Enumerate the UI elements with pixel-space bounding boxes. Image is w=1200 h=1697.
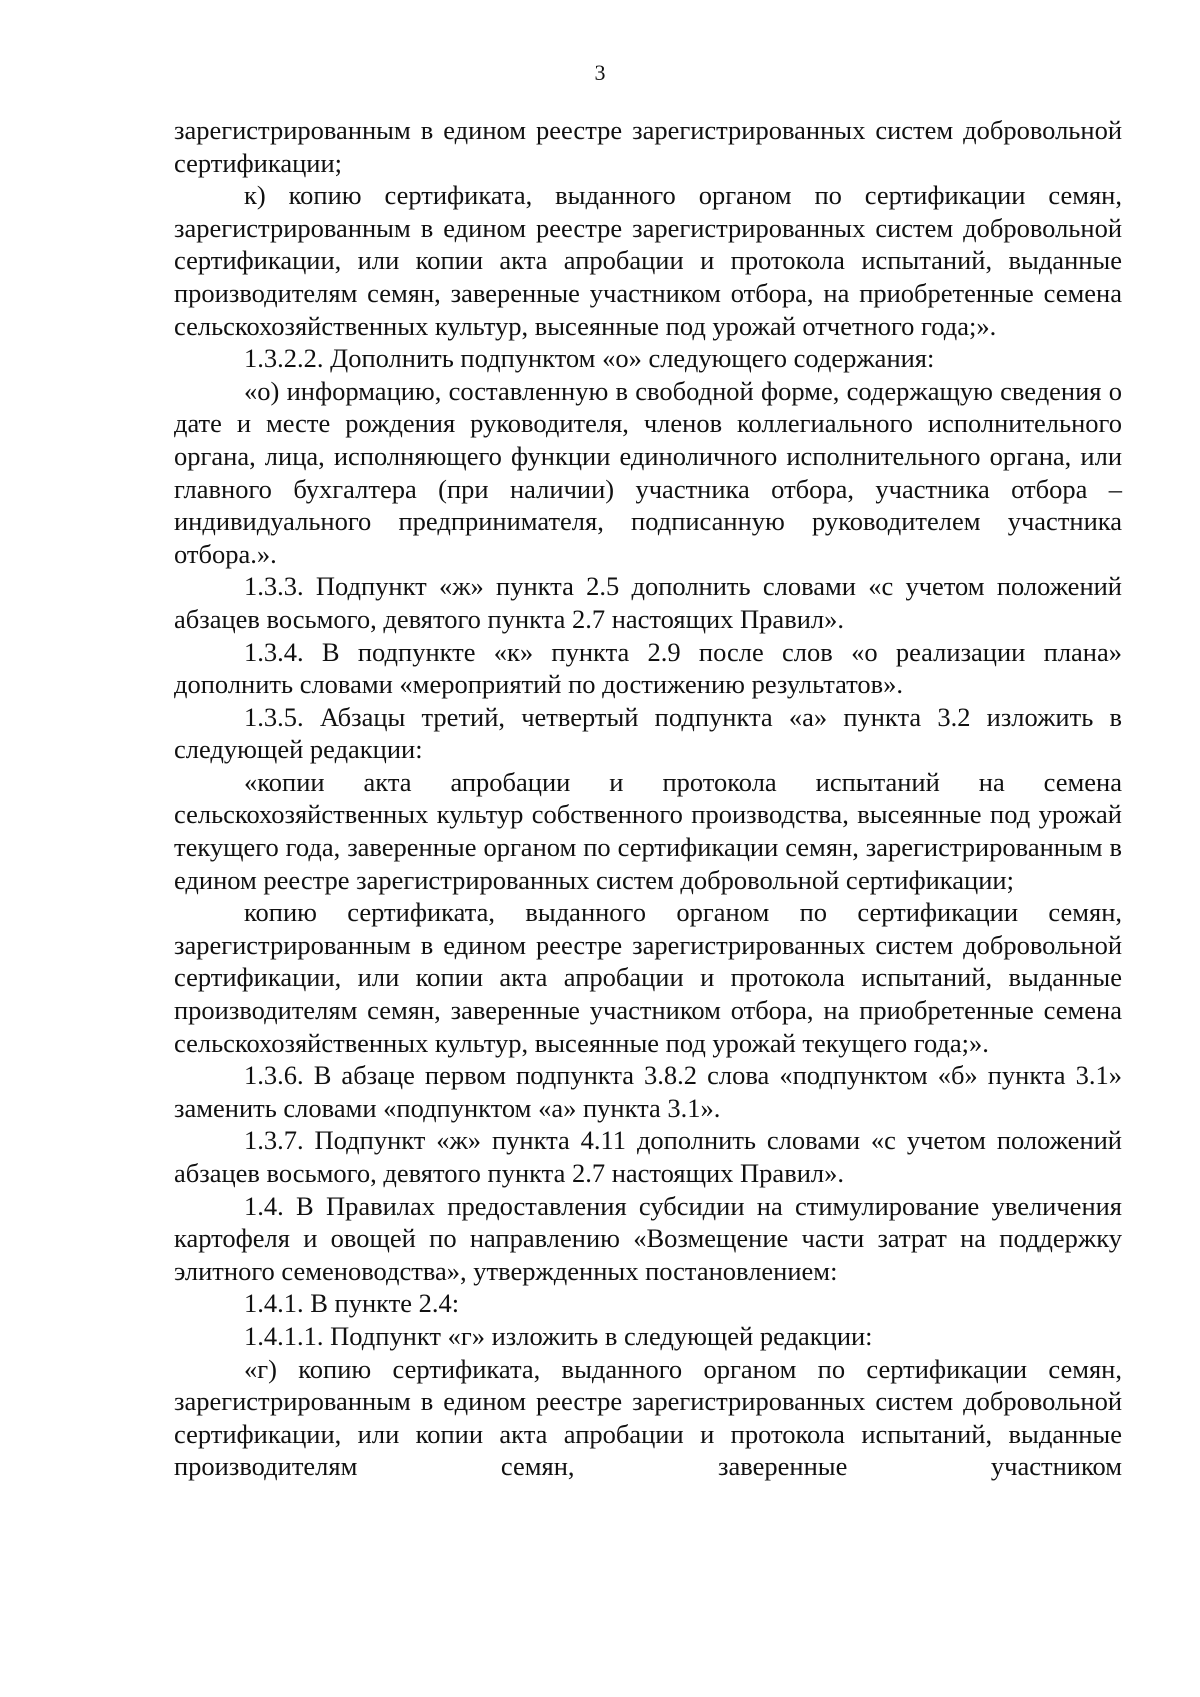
paragraph-1-3-2-2: 1.3.2.2. Дополнить подпунктом «о» следующего содержания:: [244, 343, 935, 374]
paragraph-1-4-1-1: 1.4.1.1. Подпункт «г» изложить в следующей редакции:: [244, 1320, 873, 1351]
paragraph-quote-certificate: копию сертификата, выданного органом по сертификации семян, зарегистрированным в едином реестре зарегистрированных систем добровольной сертификации, или копии акта апробации и протокола испытаний, выданные производителям семян, заверенные участником отбора, на приобретенные семена сельскохозяйственных культур, высеянные под урожай текущего года;».: [174, 897, 1122, 1058]
paragraph-item-g: «г) копию сертификата, выданного органом по сертификации семян, зарегистрированным в едином реестре зарегистрированных систем добровольной сертификации, или копии акта апробации и протокола испытаний, выданные производителям семян, заверенные участником: [174, 1353, 1122, 1482]
paragraph-1-4: 1.4. В Правилах предоставления субсидии на стимулирование увеличения картофеля и овощей по направлению «Возмещение части затрат на поддержку элитного семеноводства», утвержденных постановлением:: [174, 1190, 1122, 1286]
paragraph-continuation-systems: зарегистрированным в едином реестре зарегистрированных систем добровольной сертификации;: [174, 115, 1122, 178]
paragraph-1-3-4: 1.3.4. В подпункте «к» пункта 2.9 после слов «о реализации плана» дополнить словами «мероприятий по достижению результатов».: [174, 636, 1122, 700]
page-number: 3: [594, 60, 606, 85]
document-body: [174, 114, 1122, 1483]
paragraph-1-3-6: 1.3.6. В абзаце первом подпункта 3.8.2 слова «подпунктом «б» пункта 3.1» заменить словами «подпунктом «а» пункта 3.1».: [174, 1060, 1122, 1123]
paragraph-1-4-1: 1.4.1. В пункте 2.4:: [244, 1288, 460, 1319]
paragraph-1-3-7: 1.3.7. Подпункт «ж» пункта 4.11 дополнить словами «с учетом положений абзацев восьмого, девятого пункта 2.7 настоящих Правил».: [174, 1125, 1122, 1188]
paragraph-1-3-3: 1.3.3. Подпункт «ж» пункта 2.5 дополнить словами «с учетом положений абзацев восьмого, девятого пункта 2.7 настоящих Правил».: [174, 571, 1122, 634]
paragraph-quote-copies-act: «копии акта апробации и протокола испытаний на семена сельскохозяйственных культур собственного производства, высеянные под урожай текущего года, заверенные органом по сертификации семян, зарегистрированным в едином реестре зарегистрированных систем добровольной сертификации;: [174, 766, 1122, 895]
paragraph-1-3-5: 1.3.5. Абзацы третий, четвертый подпункта «а» пункта 3.2 изложить в следующей редакции:: [174, 701, 1122, 765]
paragraph-item-o: «о) информацию, составленную в свободной форме, содержащую сведения о дате и месте рождения руководителя, членов коллегиального исполнительного органа, лица, исполняющего функции единоличного исполнительного органа, или главного бухгалтера (при наличии) участника отбора, участника отбора – индивидуального предпринимателя, подписанную руководителем участника отбора.».: [174, 375, 1122, 569]
paragraph-item-k: к) копию сертификата, выданного органом по сертификации семян, зарегистрированным в едином реестре зарегистрированных систем добровольной сертификации, или копии акта апробации и протокола испытаний, выданные производителям семян, заверенные участником отбора, на приобретенные семена сельскохозяйственных культур, высеянные под урожай отчетного года;».: [174, 180, 1122, 341]
